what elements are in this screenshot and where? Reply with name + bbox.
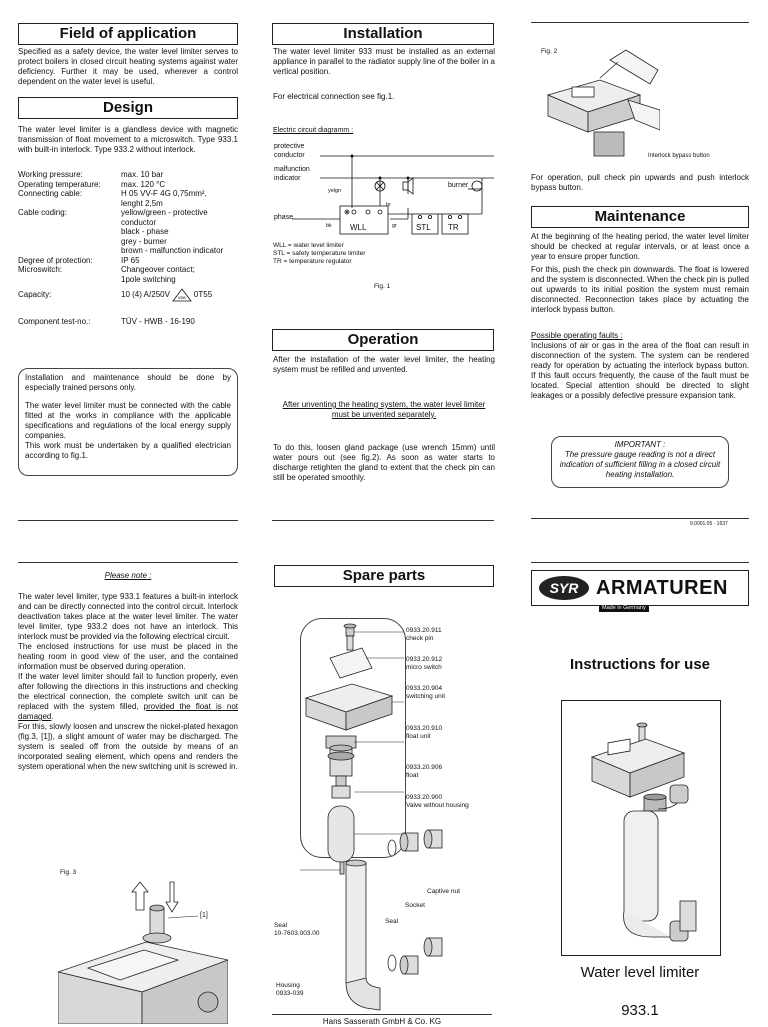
lbl-bk: bk [326, 223, 332, 229]
circuit-diagram [272, 134, 498, 252]
operation-p2: To do this, loosen gland package (use wrench 15mm) until water pours out (see fig.2). As soon as water starts to discharge retighten the gland to extent that the check pin can still be operated smoothly. [273, 443, 495, 482]
lbl-socket: Socket [405, 902, 425, 909]
diagram-legend: WLL = water level limiter STL = safety temperature limiter TR = temperature regulator [273, 242, 366, 265]
lbl-captive: Captive nut [427, 888, 460, 895]
divider [531, 562, 749, 563]
spec-list [18, 170, 240, 327]
important-box [551, 436, 729, 488]
spec-row: brown - malfunction indicator [121, 246, 224, 255]
brand-name: ARMATUREN [596, 576, 728, 599]
spec-row: Microswitch: Changeover contact; [18, 265, 195, 274]
maintenance-p1: At the beginning of the heating period, the water level limiter should be checked at regular intervals, or at least once a year to ensure proper function. [531, 232, 749, 261]
lbl-indicator: indicator [274, 175, 301, 182]
spec-row: lenght 2,5m [121, 198, 163, 208]
notice-p2: The water level limiter must be connected with the cable fitted at the works in compliance with the applicable specifications and regulations of the local energy supply companies. [25, 401, 231, 440]
spare-part-item: 0933.20.906 float [406, 764, 443, 779]
spec-row: Cable coding: yellow/green - protective [18, 208, 208, 217]
operation-title: Operation [272, 329, 494, 351]
syr-logo-icon [538, 575, 590, 601]
instructions-title: Instructions for use [569, 656, 711, 673]
lbl-burner: burner [448, 182, 469, 189]
lbl-stl: STL [416, 223, 431, 232]
spec-row: conductor [121, 217, 157, 227]
lbl-br: br [386, 202, 391, 208]
spare-part-item: 0933.20.900 Valve without housing [406, 794, 469, 809]
spec-row: 1pole switching [121, 274, 176, 284]
fig2-caption: Fig. 2 [541, 48, 558, 55]
lbl-seal-1: Seal 10-7603.003.00 [274, 922, 320, 937]
divider [18, 562, 238, 563]
interlock-label: Interlock bypass button [648, 153, 710, 159]
maintenance-p2: For this, push the check pin downwards. The float is lowered and the system is disconnected. When the check pin is pulled out upwards to its initial position the system must remain disconnected. Reconnection takes place by actuating the interlock bypass button. [531, 265, 749, 314]
lbl-wll: WLL [350, 223, 367, 232]
operation-p1: After the installation of the water level limiter, the heating system must be refilled and unvented. [273, 355, 495, 374]
notice-box [18, 368, 238, 476]
spec-row-capacity: Capacity: 10 (4) A/250V VDE 0T55 [18, 288, 240, 302]
spare-parts-illustration [300, 618, 480, 1018]
installation-p1: The water level limiter 933 must be installed as an external appliance in parallel to the radiator supply line of the boiler in a vertical position. [273, 47, 495, 76]
operation-center: After unventing the heating system, the water level limiter must be unvented separately. [282, 400, 486, 419]
fig1-caption: Fig. 1 [374, 283, 391, 290]
spec-row: Operating temperature: max. 120 °C [18, 179, 166, 189]
note-p4: For this, slowly loosen and unscrew the nickel-plated hexagon (fig.3, [1]), a slight amount of water may be discharged. The system is sealed off from the outside by means of an incorporated sealing element, which opens and renders the system operational when the new switching unit is screwed in. [18, 722, 238, 771]
product-frame [561, 700, 721, 956]
spec-row: black - phase [121, 227, 169, 236]
note-body [18, 592, 238, 772]
lbl-malfunction: malfunction [274, 166, 310, 173]
lbl-yelgn: yelgn [328, 188, 342, 194]
design-title: Design [18, 97, 238, 119]
lbl-housing: Housing 0933-039 [276, 982, 304, 997]
svg-text:SYR: SYR [549, 580, 579, 596]
spec-row-test: Component test-no.: TÜV - HWB - 16-190 [18, 317, 195, 326]
fig3-caption: Fig. 3 [60, 869, 77, 876]
maintenance-title: Maintenance [531, 206, 749, 228]
field-text: Specified as a safety device, the water level limiter serves to protect boilers in closed circuit heating systems against water deficiency. Further it may be used, wherever a control dependent on the water level is useful. [18, 47, 238, 86]
divider [272, 520, 494, 521]
spare-part-item: 0933.20.904 switching unit [406, 685, 446, 700]
faults-title: Possible operating faults : [531, 331, 623, 340]
doc-code: 9.0001.05 · 1637 [690, 521, 728, 527]
company-name: Hans Sasserath GmbH & Co. KG [272, 1014, 492, 1027]
diagram-title: Electric circuit diagramm : [273, 127, 354, 134]
divider [18, 520, 238, 521]
faults-text: Inclusions of air or gas in the area of the float can result in disconnection of the system. The system can be rendered ready for operation by actuating the interlock bypass button. If this fault occurs frequently, the cause of the fault must be located. Special attention should be directed to slight leakages or a possibly defective pressure expansion tank. [531, 341, 749, 400]
field-title: Field of application [18, 23, 238, 45]
notice-p3: This work must be undertaken by a qualified electrician according to fig.1. [25, 441, 231, 460]
spec-row: Connecting cable: H 05 VV-F 4G 0,75mm², [18, 189, 207, 198]
fig2-text: For operation, pull check pin upwards and push interlock bypass button. [531, 173, 749, 192]
spec-row: grey - burner [121, 236, 167, 246]
lbl-tr: TR [448, 223, 459, 232]
lbl-phase: phase [274, 214, 294, 221]
note-title: Please note : [104, 571, 152, 580]
spare-part-item: 0933.20.911 check pin [406, 627, 442, 642]
product-number: 933.1 [621, 1002, 659, 1019]
important-text: The pressure gauge reading is not a direct indication of sufficient filling in a closed circuit heating installation. [559, 450, 721, 479]
brand-logo [531, 570, 749, 606]
lbl-gr: gr [392, 223, 397, 229]
spec-row: Degree of protection: IP 65 [18, 255, 140, 265]
fig3-illustration [58, 880, 228, 1024]
installation-p2: For electrical connection see fig.1. [273, 92, 395, 101]
divider [531, 518, 749, 519]
note-p2: The enclosed instructions for use must be placed in the heating room in good view of the user, and the contained information must be observed during operation. [18, 642, 238, 671]
svg-text:VDE: VDE [177, 295, 187, 300]
vde-mark-icon [172, 288, 192, 302]
lbl-seal-2: Seal [385, 918, 399, 925]
important-title: IMPORTANT : [614, 440, 666, 449]
fig2-illustration [540, 40, 660, 160]
note-p1: The water level limiter, type 933.1 features a built-in interlock and can be directly connected into the control circuit. Interlock deactivation takes place at the water level limiter. The water level limiter, type 933.2 does not have an interlock. This interlock must be provided via the following electrical circuit. [18, 592, 238, 641]
product-illustration [562, 701, 720, 955]
notice-p1: Installation and maintenance should be done by especially trained persons only. [25, 373, 231, 392]
divider [531, 22, 749, 23]
fig3-label: [1] [200, 912, 208, 919]
design-text: The water level limiter is a glandless device with magnetic transmission of float movement to a microswitch. Type 933.1 with built-in interlock. Type 933.2 without interlock. [18, 125, 238, 154]
spare-part-item: 0933.20.910 float unit [406, 725, 443, 740]
spare-title: Spare parts [274, 565, 494, 587]
made-in-germany: Made in Germany [599, 605, 649, 612]
lbl-protective: protective [274, 143, 305, 150]
installation-title: Installation [272, 23, 494, 45]
spec-row: Working pressure: max. 10 bar [18, 170, 164, 179]
product-name: Water level limiter [580, 964, 700, 981]
note-p3: If the water level limiter should fail to function properly, even after following the directions in this instructions and checking the electrical connection, the complete switch unit can be replaced with the system filled, provided the float is not damaged. [18, 672, 238, 721]
lbl-conductor: conductor [274, 152, 305, 159]
spare-part-item: 0933.20.912 micro switch [406, 656, 443, 671]
